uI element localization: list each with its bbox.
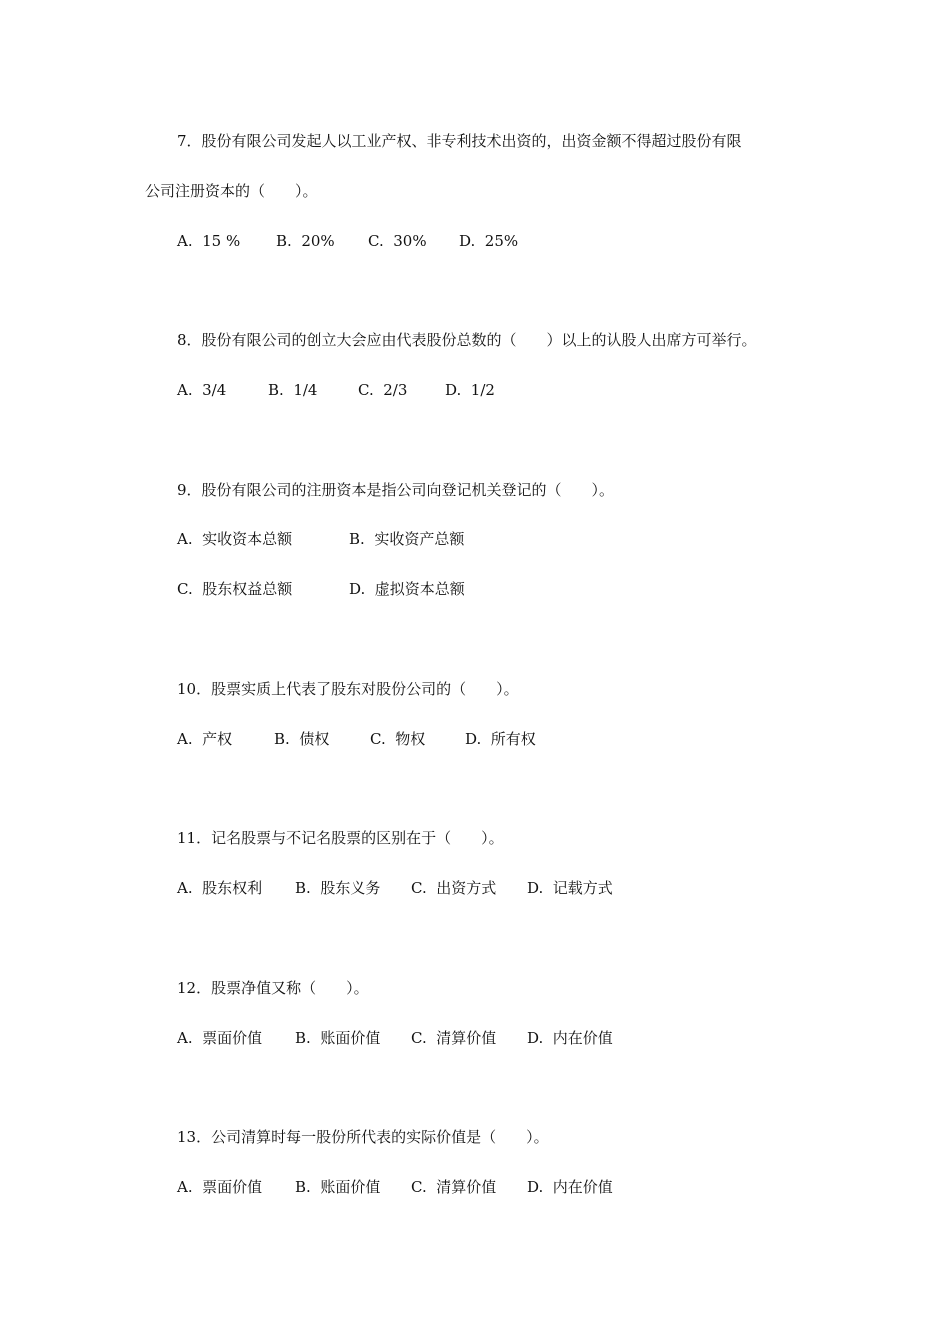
question-10-option-d: D. 所有权	[465, 730, 536, 748]
question-9-option-c: C. 股东权益总额	[177, 580, 293, 598]
question-9-option-a: A. 实收资本总额	[177, 530, 293, 548]
question-13-option-d: D. 内在价值	[527, 1178, 613, 1196]
question-8-option-c: C. 2/3	[358, 381, 408, 399]
question-12-option-d: D. 内在价值	[527, 1029, 613, 1047]
question-8-option-d: D. 1/2	[445, 381, 495, 399]
question-8-stem: 8．股份有限公司的创立大会应由代表股份总数的（ ）以上的认股人出席方可举行。	[177, 331, 757, 349]
question-12-option-b: B. 账面价值	[295, 1029, 381, 1047]
question-7-option-b: B. 20%	[276, 232, 335, 250]
question-13-stem: 13．公司清算时每一股份所代表的实际价值是（ ）。	[177, 1128, 549, 1146]
question-11-option-a: A. 股东权利	[177, 879, 263, 897]
question-10-option-a: A. 产权	[177, 730, 233, 748]
question-9-option-d: D. 虚拟资本总额	[349, 580, 465, 598]
question-11-stem: 11．记名股票与不记名股票的区别在于（ ）。	[177, 829, 504, 847]
question-7-option-d: D. 25%	[459, 232, 519, 250]
question-12-stem: 12．股票净值又称（ ）。	[177, 979, 369, 997]
question-7-option-c: C. 30%	[368, 232, 427, 250]
question-12-option-c: C. 清算价值	[411, 1029, 497, 1047]
question-11-option-d: D. 记载方式	[527, 879, 613, 897]
question-7-stem-line2: 公司注册资本的（ ）。	[145, 182, 318, 200]
question-13-option-b: B. 账面价值	[295, 1178, 381, 1196]
question-10-stem: 10．股票实质上代表了股东对股份公司的（ ）。	[177, 680, 519, 698]
question-9-stem: 9．股份有限公司的注册资本是指公司向登记机关登记的（ ）。	[177, 481, 615, 499]
question-13-option-a: A. 票面价值	[177, 1178, 263, 1196]
question-9-option-b: B. 实收资产总额	[349, 530, 465, 548]
question-12-option-a: A. 票面价值	[177, 1029, 263, 1047]
question-10-option-b: B. 债权	[274, 730, 330, 748]
question-11-option-c: C. 出资方式	[411, 879, 497, 897]
question-11-option-b: B. 股东义务	[295, 879, 381, 897]
question-8-option-b: B. 1/4	[268, 381, 318, 399]
question-7-stem-line1: 7．股份有限公司发起人以工业产权、非专利技术出资的，出资金额不得超过股份有限	[177, 132, 742, 150]
question-13-option-c: C. 清算价值	[411, 1178, 497, 1196]
question-7-option-a: A. 15 %	[177, 232, 241, 250]
question-10-option-c: C. 物权	[370, 730, 426, 748]
question-8-option-a: A. 3/4	[177, 381, 227, 399]
